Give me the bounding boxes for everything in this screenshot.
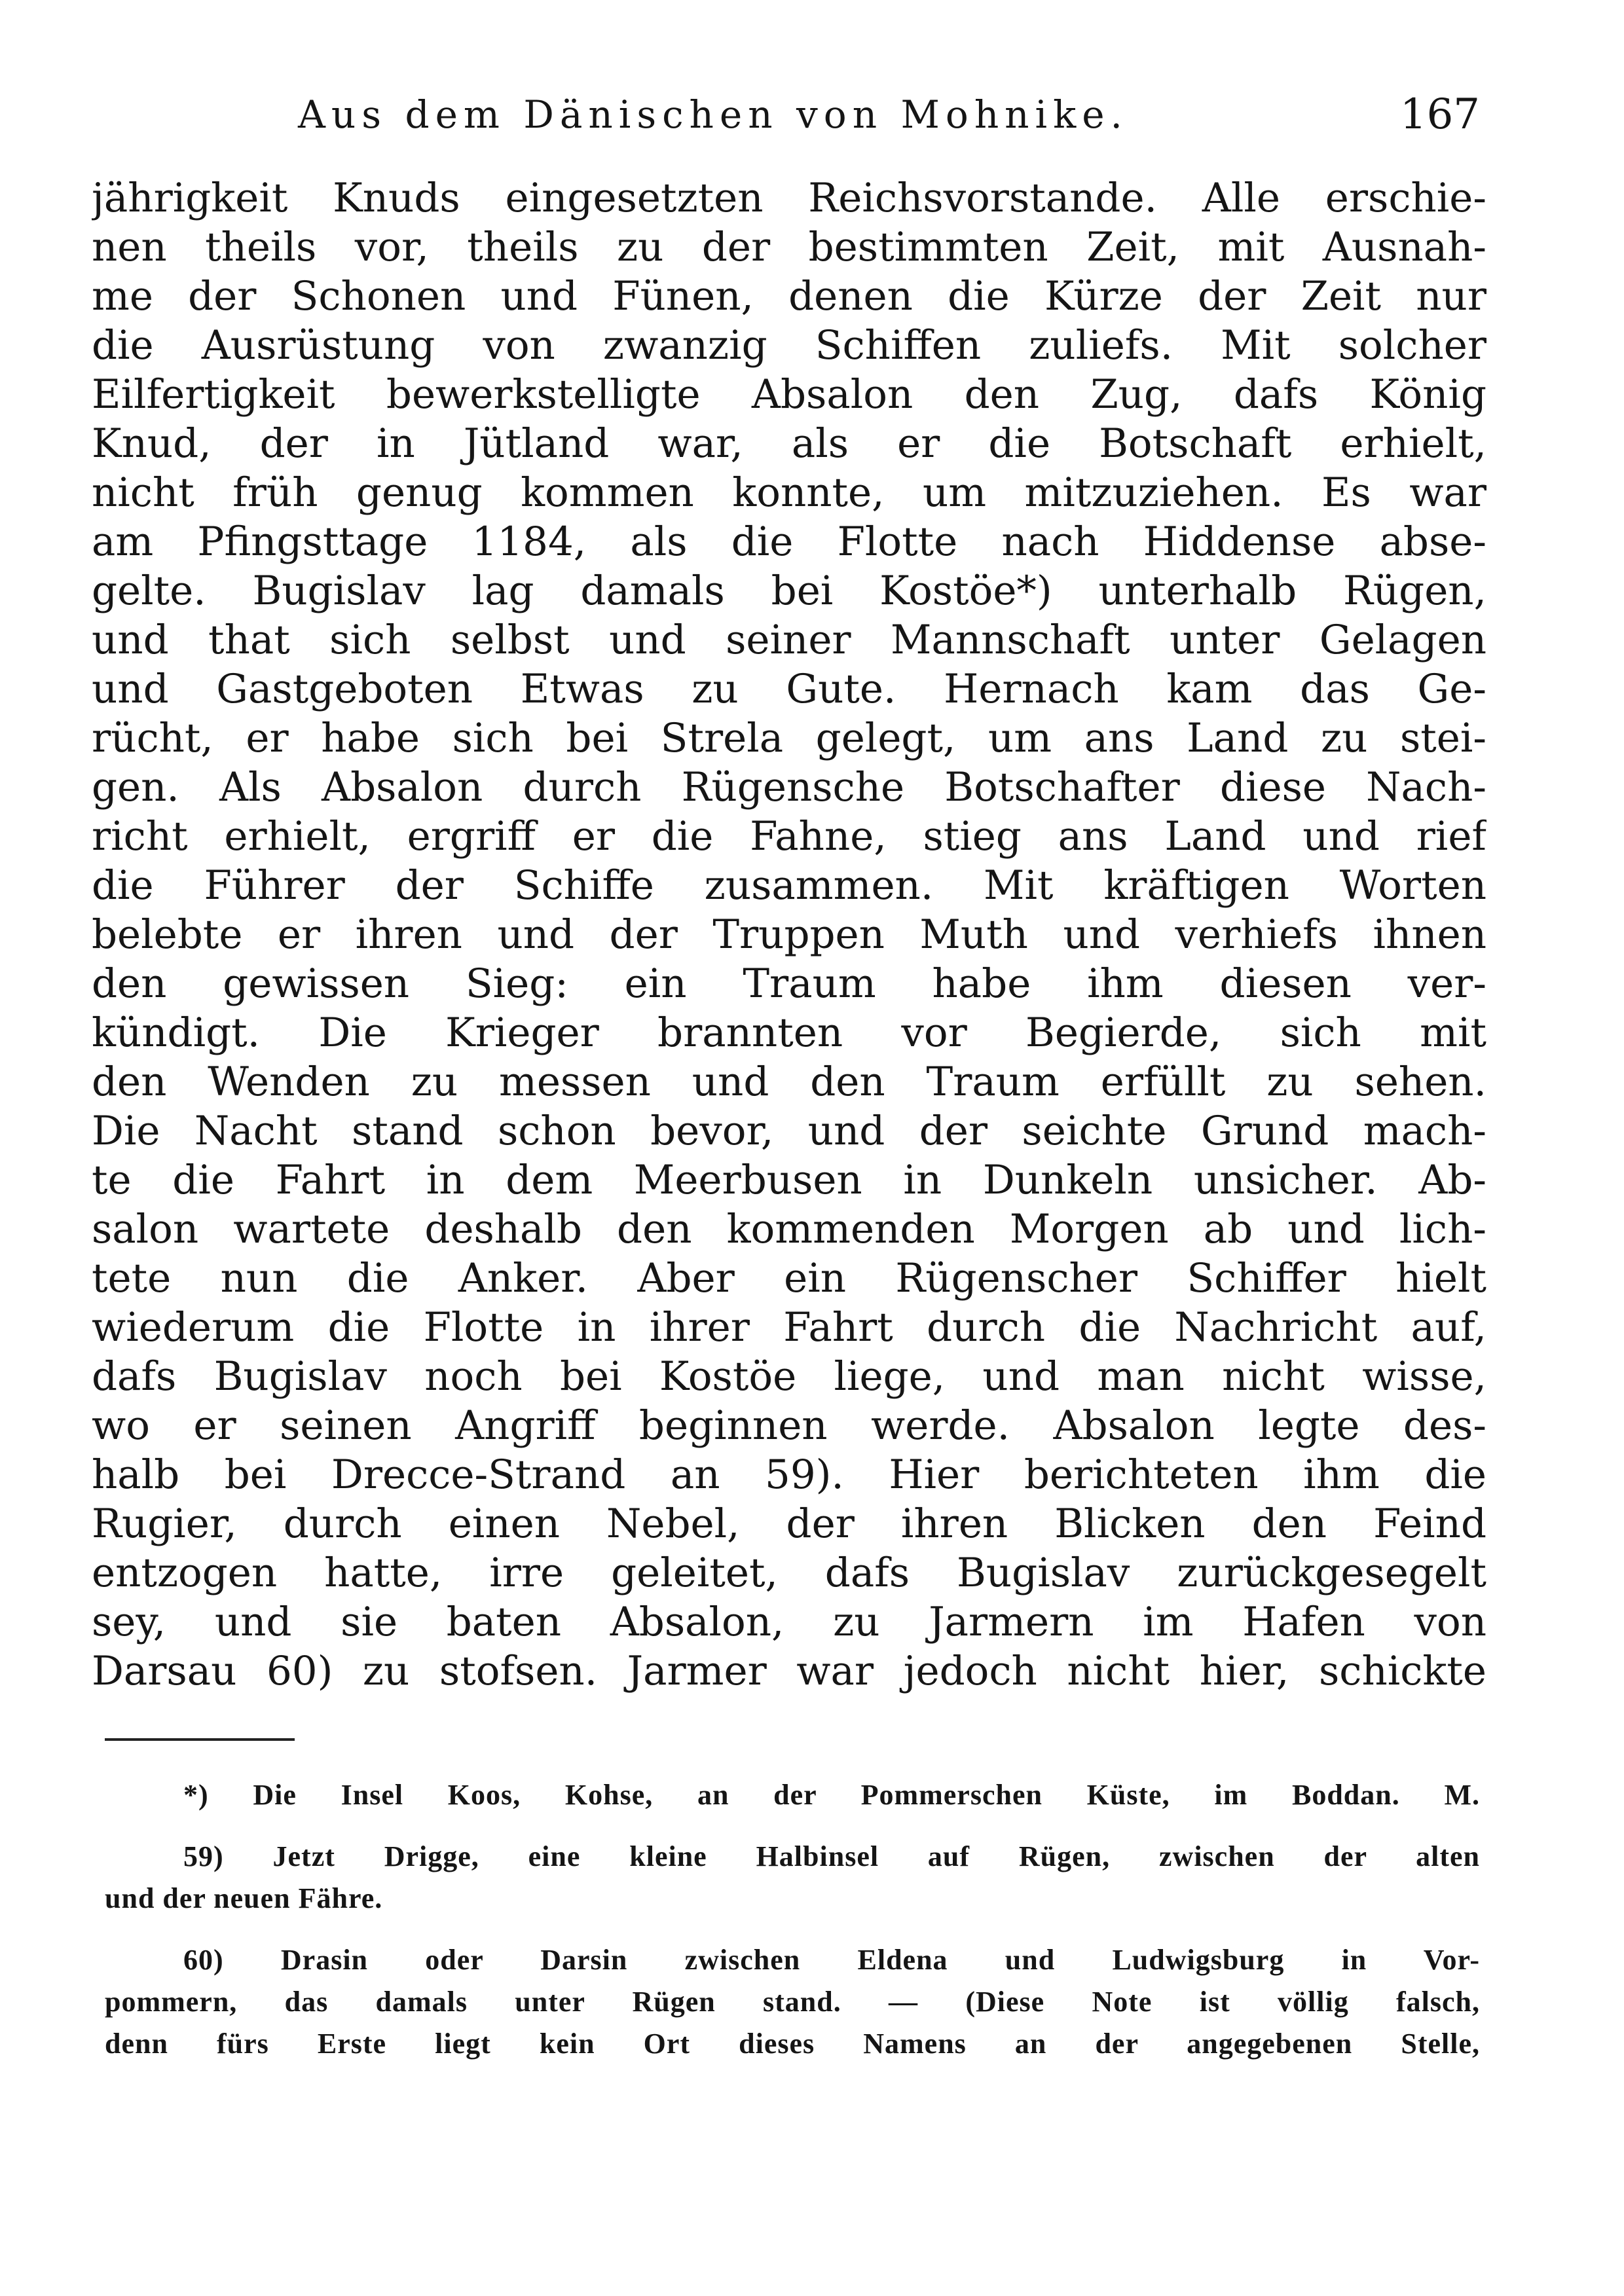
footnote-59: 59) Jetzt Drigge, eine kleine Halbinsel auf Rügen, zwischen der alten: [183, 1840, 1480, 1872]
text-line: Darsau 60) zu stofsen. Jarmer war jedoch nicht hier, schickte: [92, 1648, 1486, 1694]
text-line: richt erhielt, ergriff er die Fahne, stieg ans Land und rief: [92, 813, 1486, 860]
running-title: Aus dem Dänischen von Mohnike.: [298, 92, 1128, 137]
page-number: 167: [1399, 90, 1480, 139]
text-line: me der Schonen und Fünen, denen die Kürze der Zeit nur: [92, 273, 1486, 319]
text-line: kündigt. Die Krieger brannten vor Begierde, sich mit: [92, 1010, 1486, 1056]
text-line: nen theils vor, theils zu der bestimmten Zeit, mit Ausnah-: [92, 224, 1486, 270]
text-line: die Führer der Schiffe zusammen. Mit kräftigen Worten: [92, 862, 1486, 909]
text-line: nicht früh genug kommen konnte, um mitzuziehen. Es war: [92, 469, 1486, 516]
footnote-59-cont: und der neuen Fähre.: [105, 1882, 383, 1914]
text-line: wiederum die Flotte in ihrer Fahrt durch die Nachricht auf,: [92, 1304, 1486, 1351]
text-line: jährigkeit Knuds eingesetzten Reichsvorstande. Alle erschie-: [92, 175, 1486, 221]
text-line: salon wartete deshalb den kommenden Morgen ab und lich-: [92, 1206, 1486, 1252]
text-line: die Ausrüstung von zwanzig Schiffen zuliefs. Mit solcher: [92, 322, 1486, 369]
footnote-60-cont: pommern, das damals unter Rügen stand. — (Diese Note ist völlig falsch,: [105, 1986, 1480, 2018]
text-line: sey, und sie baten Absalon, zu Jarmern im Hafen von: [92, 1599, 1486, 1645]
footnote-divider: [105, 1738, 295, 1741]
text-line: entzogen hatte, irre geleitet, dafs Bugislav zurückgesegelt: [92, 1550, 1486, 1596]
text-line: gelte. Bugislav lag damals bei Kostöe*) unterhalb Rügen,: [92, 568, 1486, 614]
text-line: rücht, er habe sich bei Strela gelegt, um ans Land zu stei-: [92, 715, 1486, 761]
text-line: am Pfingsttage 1184, als die Flotte nach Hiddense abse-: [92, 519, 1486, 565]
text-line: und that sich selbst und seiner Mannschaft unter Gelagen: [92, 617, 1486, 663]
text-line: Eilfertigkeit bewerkstelligte Absalon den Zug, dafs König: [92, 371, 1486, 418]
footnote-60: 60) Drasin oder Darsin zwischen Eldena und Ludwigsburg in Vor-: [183, 1944, 1480, 1976]
text-line: wo er seinen Angriff beginnen werde. Absalon legte des-: [92, 1402, 1486, 1449]
text-line: dafs Bugislav noch bei Kostöe liege, und man nicht wisse,: [92, 1353, 1486, 1400]
text-line: den gewissen Sieg: ein Traum habe ihm diesen ver-: [92, 960, 1486, 1007]
text-line: Die Nacht stand schon bevor, und der seichte Grund mach-: [92, 1108, 1486, 1154]
text-line: belebte er ihren und der Truppen Muth und verhiefs ihnen: [92, 911, 1486, 958]
text-line: tete nun die Anker. Aber ein Rügenscher Schiffer hielt: [92, 1255, 1486, 1302]
main-text-block: [92, 173, 1486, 1696]
text-line: halb bei Drecce-Strand an 59). Hier berichteten ihm die: [92, 1451, 1486, 1498]
text-line: und Gastgeboten Etwas zu Gute. Hernach kam das Ge-: [92, 666, 1486, 712]
text-line: gen. Als Absalon durch Rügensche Botschafter diese Nach-: [92, 764, 1486, 811]
text-line: den Wenden zu messen und den Traum erfüllt zu sehen.: [92, 1059, 1486, 1105]
footnote-star: *) Die Insel Koos, Kohse, an der Pommerschen Küste, im Boddan. M.: [183, 1779, 1480, 1811]
footnote-60-cont: denn fürs Erste liegt kein Ort dieses Namens an der angegebenen Stelle,: [105, 2028, 1480, 2060]
text-line: te die Fahrt in dem Meerbusen in Dunkeln unsicher. Ab-: [92, 1157, 1486, 1203]
footnotes-block: [105, 1774, 1480, 2065]
text-line: Rugier, durch einen Nebel, der ihren Blicken den Feind: [92, 1501, 1486, 1547]
text-line: Knud, der in Jütland war, als er die Botschaft erhielt,: [92, 420, 1486, 467]
